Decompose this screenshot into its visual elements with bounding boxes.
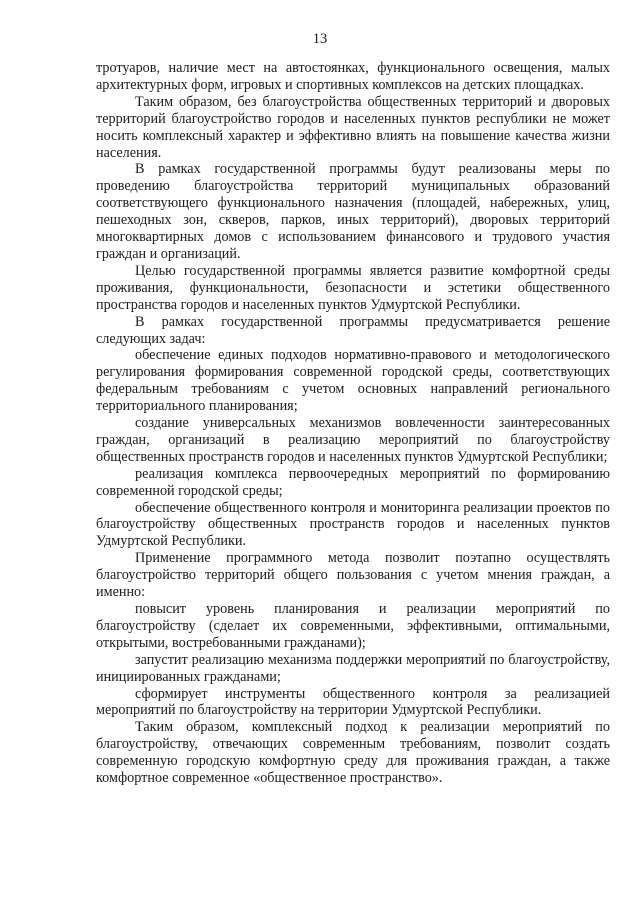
paragraph: Таким образом, комплексный подход к реализации мероприятий по благоустройству, отвечающих современным требованиям, позволит создать современную городскую комфортную среду для проживания граждан, а также комфортное современное «общественное пространство». — [96, 719, 610, 787]
paragraph: тротуаров, наличие мест на автостоянках, функционального освещения, малых архитектурных форм, игровых и спортивных комплексов на детских площадках. — [96, 60, 610, 93]
paragraph: реализация комплекса первоочередных мероприятий по формированию современной городской среды; — [96, 465, 610, 499]
page-number: 13 — [312, 31, 328, 47]
document-body — [96, 60, 610, 787]
paragraph: обеспечение единых подходов нормативно-правового и методологического регулирования формирования современной городской среды, соответствующих федеральным требованиям с учетом основных направлений регионального территориального планирования; — [96, 347, 610, 415]
paragraph: создание универсальных механизмов вовлеченности заинтересованных граждан, организаций в реализацию мероприятий по благоустройству общественных пространств городов и населенных пунктов Удмуртской Республики; — [96, 415, 610, 465]
paragraph: запустит реализацию механизма поддержки мероприятий по благоустройству, инициированных гражданами; — [96, 651, 610, 685]
paragraph: обеспечение общественного контроля и мониторинга реализации проектов по благоустройству общественных пространств городов и населенных пунктов Удмуртской Республики. — [96, 499, 610, 550]
paragraph: Применение программного метода позволит поэтапно осуществлять благоустройство территорий общего пользования с учетом мнения граждан, а именно: — [96, 550, 610, 601]
paragraph: повысит уровень планирования и реализации мероприятий по благоустройству (сделает их современными, эффективными, оптимальными, открытыми, востребованными гражданами); — [96, 601, 610, 651]
paragraph: Целью государственной программы является развитие комфортной среды проживания, функциональности, безопасности и эстетики общественного пространства городов и населенных пунктов Удмуртской Республики. — [96, 262, 610, 313]
paragraph: Таким образом, без благоустройства общественных территорий и дворовых территорий благоустройство городов и населенных пунктов республики не может носить комплексный характер и эффективно влиять на повышение качества жизни населения. — [96, 93, 610, 161]
paragraph: В рамках государственной программы предусматривается решение следующих задач: — [96, 313, 610, 347]
paragraph: В рамках государственной программы будут реализованы меры по проведению благоустройства территорий муниципальных образований соответствующего функционального назначения (площадей, набережных, улиц, пешеходных зон, скверов, парков, иных территорий), дворовых территорий многоквартирных домов с использованием финансового и трудового участия граждан и организаций. — [96, 161, 610, 262]
paragraph: сформирует инструменты общественного контроля за реализацией мероприятий по благоустройству на территории Удмуртской Республики. — [96, 685, 610, 719]
